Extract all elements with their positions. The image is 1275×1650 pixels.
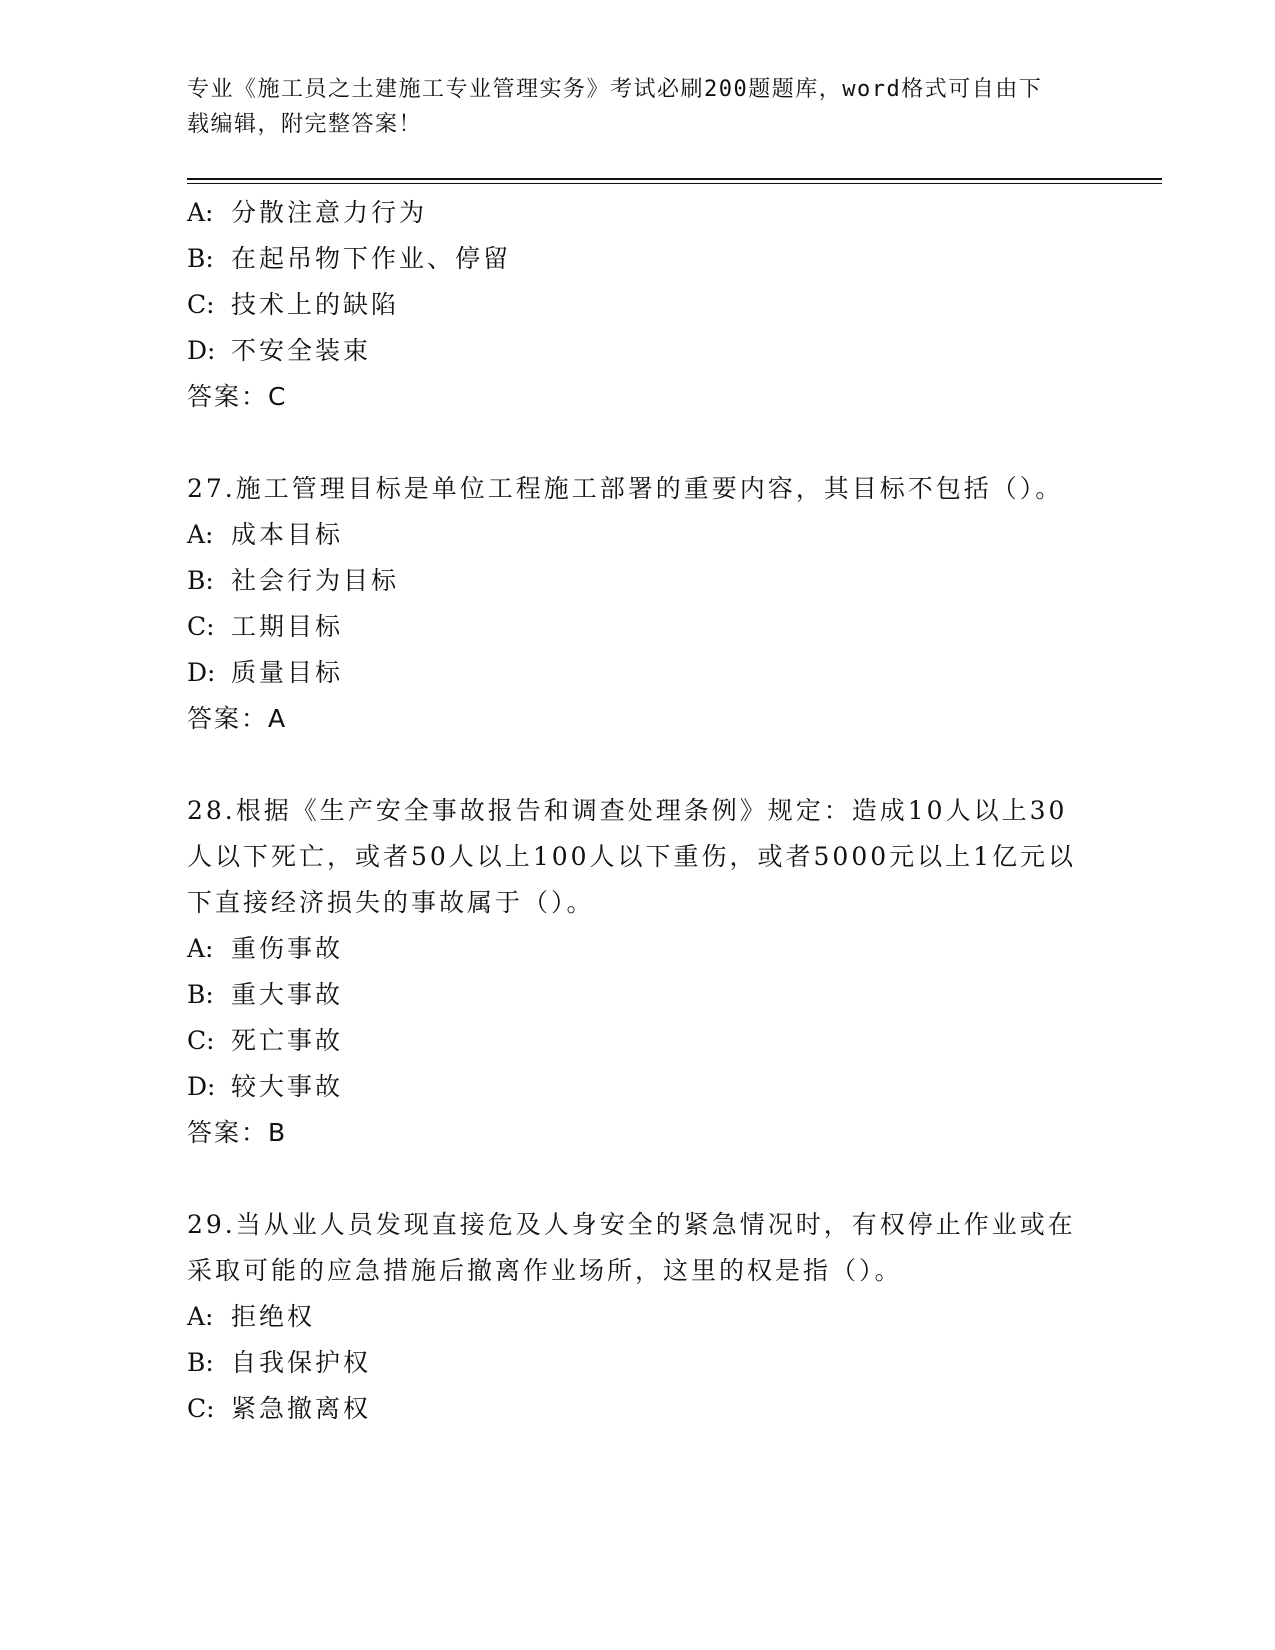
option-key: D:: [187, 1072, 216, 1101]
option-key: A:: [187, 934, 214, 963]
option-text: 较大事故: [231, 1072, 344, 1101]
option-c: [187, 1018, 1162, 1064]
option-a: [187, 1294, 1162, 1340]
option-c: [187, 1386, 1162, 1432]
question-block: [187, 466, 1162, 742]
option-key: C:: [187, 612, 215, 641]
option-key: B:: [187, 244, 214, 273]
option-d: [187, 328, 1162, 374]
option-c: [187, 604, 1162, 650]
page-header: 专业《施工员之土建施工专业管理实务》考试必刷200题题库，word格式可自由下载编辑，附完整答案！: [187, 77, 1043, 137]
option-d: [187, 650, 1162, 696]
option-key: A:: [187, 198, 214, 227]
question-block: [187, 190, 1162, 420]
option-key: B:: [187, 1348, 214, 1377]
option-key: C:: [187, 1394, 215, 1423]
question-block: [187, 788, 1162, 1156]
question-text: 28.根据《生产安全事故报告和调查处理条例》规定：造成10人以上30人以下死亡，或者50人以上100人以下重伤，或者5000元以上1亿元以下直接经济损失的事故属于（）。: [187, 796, 1077, 917]
option-key: A:: [187, 520, 214, 549]
question-text: 27.施工管理目标是单位工程施工部署的重要内容，其目标不包括（）。: [187, 474, 1064, 503]
option-key: A:: [187, 1302, 214, 1331]
option-key: B:: [187, 566, 214, 595]
option-b: [187, 558, 1162, 604]
option-c: [187, 282, 1162, 328]
option-text: 死亡事故: [231, 1026, 344, 1055]
option-text: 技术上的缺陷: [231, 290, 400, 319]
document-page: [187, 72, 1162, 1432]
option-key: D:: [187, 658, 216, 687]
option-b: [187, 236, 1162, 282]
option-key: B:: [187, 980, 214, 1009]
question-list: [187, 190, 1162, 1432]
question-block: [187, 1202, 1162, 1432]
answer-line: 答案：A: [187, 704, 288, 733]
option-text: 不安全装束: [231, 336, 372, 365]
option-text: 紧急撤离权: [231, 1394, 372, 1423]
option-text: 自我保护权: [231, 1348, 372, 1377]
option-text: 分散注意力行为: [231, 198, 428, 227]
option-text: 重伤事故: [231, 934, 344, 963]
option-key: D:: [187, 336, 216, 365]
option-a: [187, 512, 1162, 558]
option-text: 质量目标: [231, 658, 344, 687]
option-text: 成本目标: [231, 520, 344, 549]
option-text: 重大事故: [231, 980, 344, 1009]
option-d: [187, 1064, 1162, 1110]
option-text: 拒绝权: [231, 1302, 316, 1331]
option-text: 工期目标: [231, 612, 344, 641]
question-text: 29.当从业人员发现直接危及人身安全的紧急情况时，有权停止作业或在采取可能的应急措施后撤离作业场所，这里的权是指（）。: [187, 1210, 1076, 1285]
option-a: [187, 926, 1162, 972]
header-divider: [187, 178, 1162, 180]
option-text: 社会行为目标: [231, 566, 400, 595]
answer-line: 答案：B: [187, 1118, 288, 1147]
option-key: C:: [187, 290, 215, 319]
answer-line: 答案：C: [187, 382, 288, 411]
option-b: [187, 1340, 1162, 1386]
option-b: [187, 972, 1162, 1018]
option-text: 在起吊物下作业、停留: [231, 244, 512, 273]
option-key: C:: [187, 1026, 215, 1055]
option-a: [187, 190, 1162, 236]
